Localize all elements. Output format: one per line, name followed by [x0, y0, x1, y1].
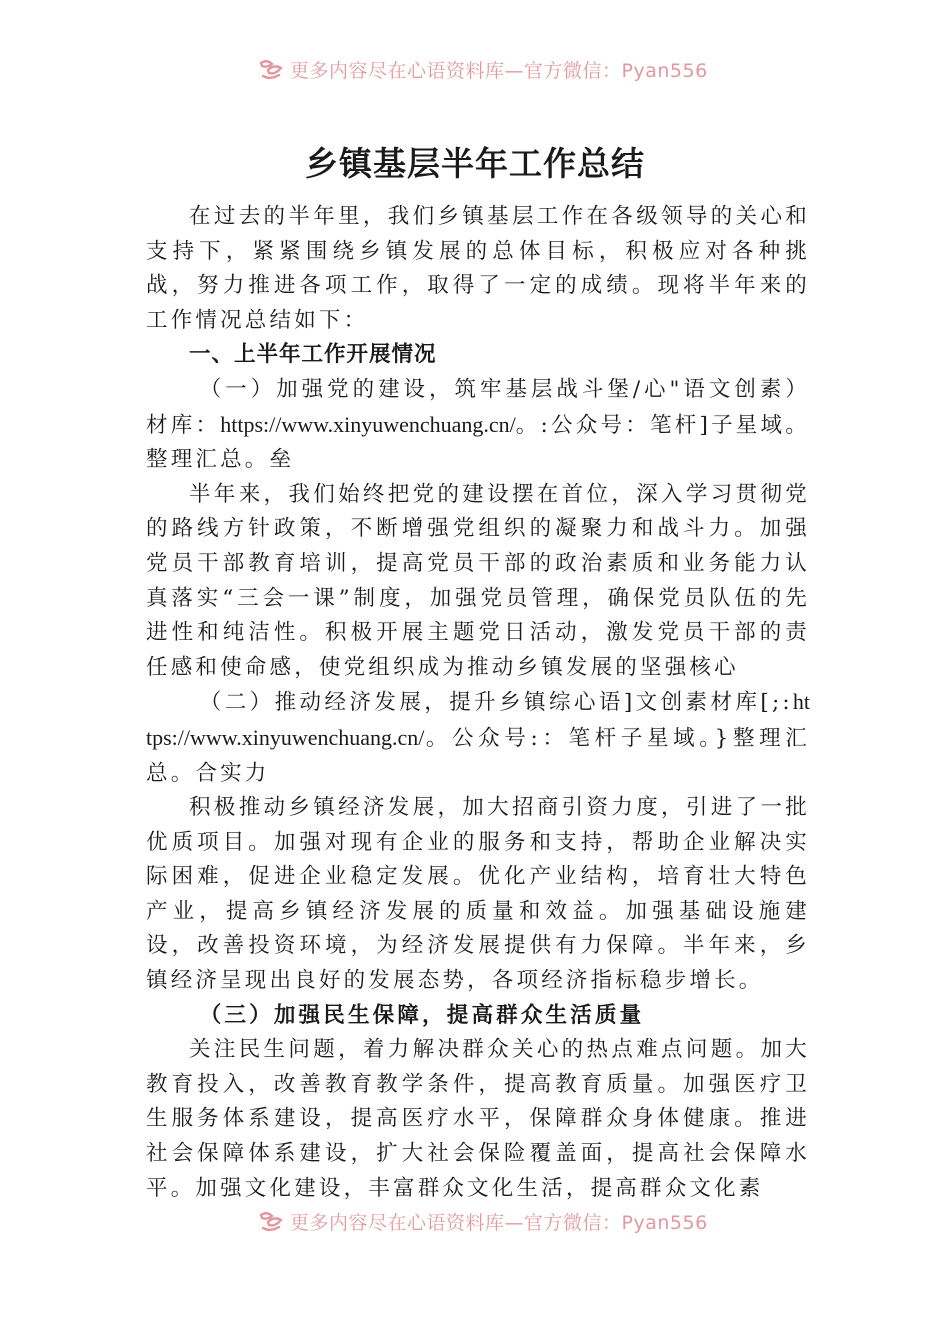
heading-1-suffix: 。:公众号：笔杆]子星域。整理汇总。垒	[146, 412, 810, 473]
heading-1-url: https://www.xinyuwenchuang.cn/	[220, 411, 516, 437]
watermark-footer	[258, 1208, 708, 1234]
paragraph-economy: 积极推动乡镇经济发展，加大招商引资力度，引进了一批优质项目。加强对现有企业的服务和支持，帮助企业解决实际困难，促进企业稳定发展。优化产业结构，培育壮大特色产业，提高乡镇经济发展的质量和效益。加强基础设施建设，改善投资环境，为经济发展提供有力保障。半年来，乡镇经济呈现出良好的发展态势，各项经济指标稳步增长。	[146, 795, 810, 994]
watermark-logo-icon	[258, 1210, 284, 1232]
paragraph-intro: 在过去的半年里，我们乡镇基层工作在各级领导的关心和支持下，紧紧围绕乡镇发展的总体目标，积极应对各种挑战，努力推进各项工作，取得了一定的成绩。现将半年来的工作情况总结如下：	[146, 204, 810, 333]
watermark-text: 更多内容尽在心语资料库—官方微信：Pyan556	[290, 1211, 708, 1234]
subsection-heading-3: （三）加强民生保障，提高群众生活质量	[199, 1002, 645, 1028]
document-body	[146, 200, 810, 1206]
document-title: 乡镇基层半年工作总结	[305, 144, 645, 183]
paragraph-livelihood: 关注民生问题，着力解决群众关心的热点难点问题。加大教育投入，改善教育教学条件，提高教育质量。加强医疗卫生服务体系建设，提高医疗水平，保障群众身体健康。推进社会保障体系建设，扩大社会保险覆盖面，提高社会保障水平。加强文化建设，丰富群众文化生活，提高群众文化素	[146, 1037, 810, 1201]
watermark-logo-icon	[258, 58, 284, 80]
heading-1-text: （一）加强党的建设，筑牢基层战斗堡/心"语文创素）材库：	[146, 376, 810, 438]
watermark-header	[258, 56, 708, 82]
heading-2-suffix: 。公众号:：笔杆子星域。}整理汇总。合实力	[146, 725, 810, 786]
paragraph-party-building: 半年来，我们始终把党的建设摆在首位，深入学习贯彻党的路线方针政策，不断增强党组织的凝聚力和战斗力。加强党员干部教育培训，提高党员干部的政治素质和业务能力认真落实“三会一课”制度，加强党员管理，确保党员队伍的先进性和纯洁性。积极开展主题党日活动，激发党员干部的责任感和使命感，使党组织成为推动乡镇发展的坚强核心	[146, 481, 810, 680]
heading-2-text: （二）推动经济发展，提升乡镇综心语]文创素材库[;:	[199, 690, 793, 716]
section-heading: 一、上半年工作开展情况	[189, 342, 437, 368]
heading-2-url: https://www.xinyuwenchuang.cn/	[146, 689, 810, 750]
subsection-heading-1	[146, 373, 810, 478]
subsection-heading-2	[146, 685, 810, 791]
watermark-text: 更多内容尽在心语资料库—官方微信：Pyan556	[290, 59, 708, 82]
